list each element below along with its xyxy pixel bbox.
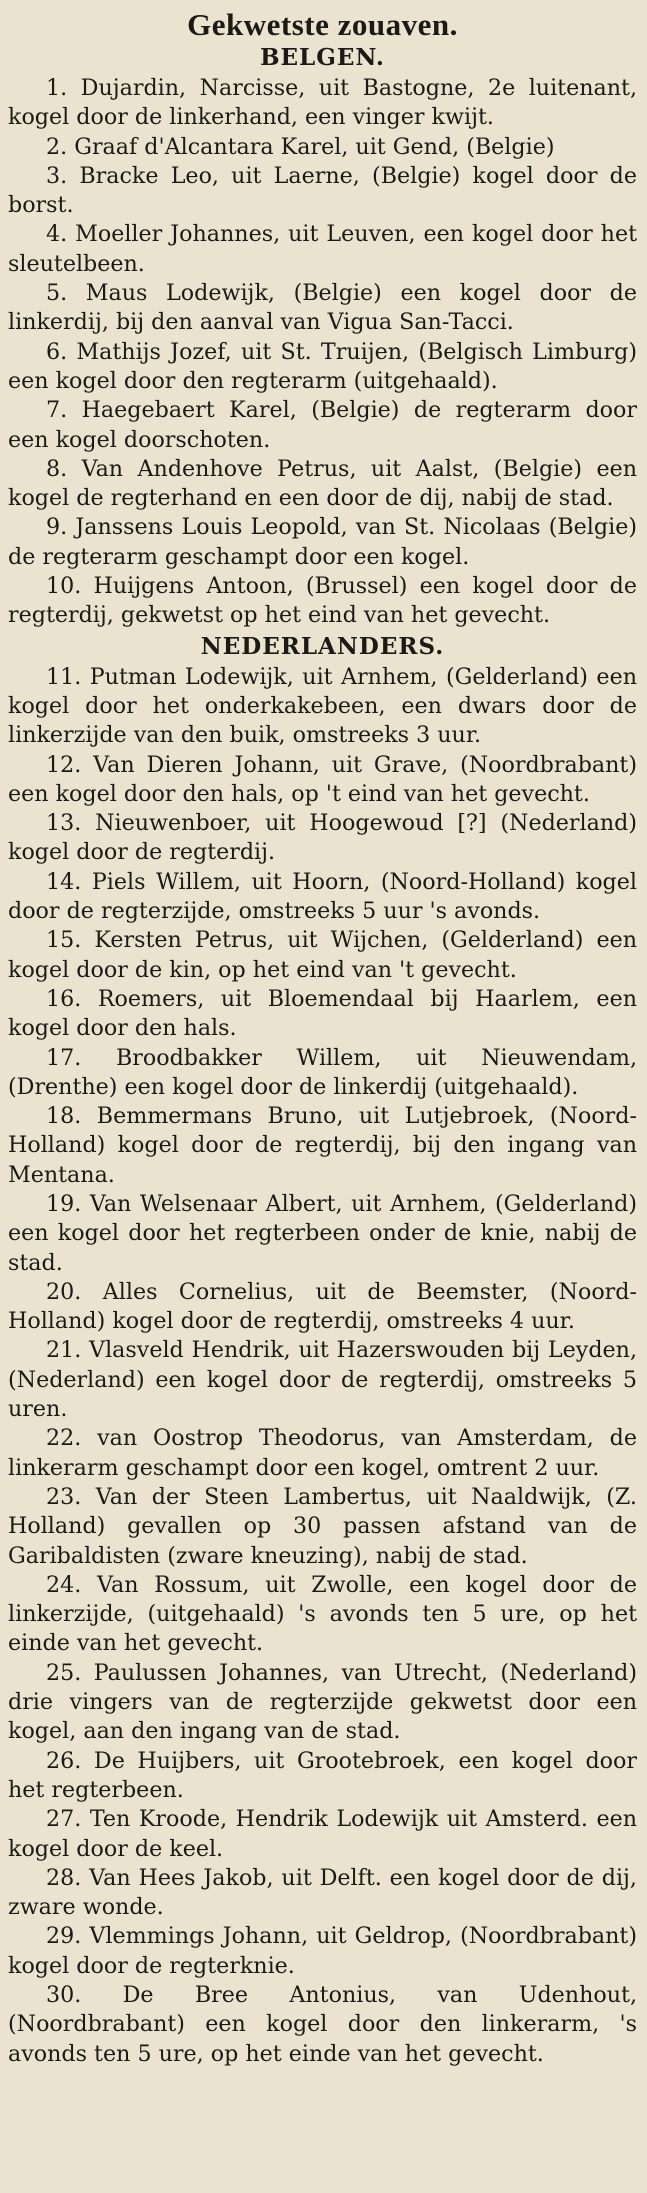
- section-heading-belgen: BELGEN.: [260, 44, 385, 71]
- list-item: 4. Moeller Johannes, uit Leuven, een kogel door het sleutelbeen.: [8, 221, 637, 277]
- list-item: 23. Van der Steen Lambertus, uit Naaldwijk, (Z. Holland) gevallen op 30 passen afstand van de Garibaldisten (zware kneuzing), nabij de stad.: [8, 1483, 637, 1569]
- belgen-list: [8, 74, 637, 631]
- list-item: 30. De Bree Antonius, van Udenhout, (Noordbrabant) een kogel door den linkerarm, 's avonds ten 5 ure, op het einde van het gevecht.: [8, 1982, 637, 2067]
- nederlanders-list: [8, 663, 637, 2069]
- list-item: 11. Putman Lodewijk, uit Arnhem, (Gelderland) een kogel door het onderkakebeen, een dwars door de linkerzijde van den buik, omstreeks 3 uur.: [8, 663, 637, 749]
- list-item: 8. Van Andenhove Petrus, uit Aalst, (Belgie) een kogel de regterhand en een door de dij, nabij de stad.: [8, 455, 637, 512]
- list-item: 12. Van Dieren Johann, uit Grave, (Noordbrabant) een kogel door den hals, op 't eind van het gevecht.: [8, 751, 637, 807]
- list-item: 6. Mathijs Jozef, uit St. Truijen, (Belgisch Limburg) een kogel door den regterarm (uitgehaald).: [8, 338, 637, 394]
- list-item: 27. Ten Kroode, Hendrik Lodewijk uit Amsterd. een kogel door de keel.: [8, 1806, 637, 1862]
- list-item: 18. Bemmermans Bruno, uit Lutjebroek, (Noord-Holland) kogel door de regterdij, bij den ingang van Mentana.: [8, 1103, 637, 1188]
- list-item: 25. Paulussen Johannes, van Utrecht, (Nederland) drie vingers van de regterzijde gekwetst door een kogel, aan den ingang van de stad.: [8, 1659, 637, 1745]
- list-item: 21. Vlasveld Hendrik, uit Hazerswouden bij Leyden, (Nederland) een kogel door de regterdij, omstreeks 5 uren.: [8, 1337, 637, 1423]
- list-item: 20. Alles Cornelius, uit de Beemster, (Noord-Holland) kogel door de regterdij, omstreeks 4 uur.: [8, 1278, 637, 1335]
- list-item: 10. Huijgens Antoon, (Brussel) een kogel door de regterdij, gekwetst op het eind van het gevecht.: [8, 573, 637, 629]
- list-item: 1. Dujardin, Narcisse, uit Bastogne, 2e luitenant, kogel door de linkerhand, een vinger kwijt.: [8, 75, 637, 131]
- list-item: 22. van Oostrop Theodorus, van Amsterdam, de linkerarm geschampt door een kogel, omtrent 2 uur.: [8, 1425, 637, 1481]
- list-item: 7. Haegebaert Karel, (Belgie) de regterarm door een kogel doorschoten.: [8, 397, 637, 453]
- list-item: 5. Maus Lodewijk, (Belgie) een kogel door de linkerdij, bij den aanval van Vigua San-Tacci.: [8, 280, 637, 336]
- list-item: 9. Janssens Louis Leopold, van St. Nicolaas (Belgie) de regterarm geschampt door een kogel.: [8, 514, 637, 570]
- list-item: 24. Van Rossum, uit Zwolle, een kogel door de linkerzijde, (uitgehaald) 's avonds ten 5 ure, op het einde van het gevecht.: [8, 1571, 637, 1657]
- list-item: 17. Broodbakker Willem, uit Nieuwendam, (Drenthe) een kogel door de linkerdij (uitgehaald).: [8, 1044, 637, 1100]
- list-item: 26. De Huijbers, uit Grootebroek, een kogel door het regterbeen.: [8, 1747, 637, 1803]
- list-item: 15. Kersten Petrus, uit Wijchen, (Gelderland) een kogel door de kin, op het eind van 't gevecht.: [8, 927, 637, 983]
- list-item: 16. Roemers, uit Bloemendaal bij Haarlem, een kogel door den hals.: [8, 985, 637, 1042]
- list-item: 14. Piels Willem, uit Hoorn, (Noord-Holland) kogel door de regterzijde, omstreeks 5 uur 's avonds.: [8, 868, 637, 925]
- article-title: Gekwetste zouaven.: [187, 7, 458, 42]
- list-item: 29. Vlemmings Johann, uit Geldrop, (Noordbrabant) kogel door de regterknie.: [8, 1923, 637, 1979]
- list-item: 3. Bracke Leo, uit Laerne, (Belgie) kogel door de borst.: [8, 162, 637, 219]
- list-item: 2. Graaf d'Alcantara Karel, uit Gend, (Belgie): [46, 133, 555, 160]
- list-item: 19. Van Welsenaar Albert, uit Arnhem, (Gelderland) een kogel door het regterbeen onder de knie, nabij de stad.: [8, 1190, 637, 1276]
- list-item: 13. Nieuwenboer, uit Hoogewoud [?] (Nederland) kogel door de regterdij.: [8, 810, 637, 866]
- section-heading-nederlanders: NEDERLANDERS.: [200, 632, 445, 660]
- list-item: 28. Van Hees Jakob, uit Delft. een kogel door de dij, zware wonde.: [8, 1864, 637, 1921]
